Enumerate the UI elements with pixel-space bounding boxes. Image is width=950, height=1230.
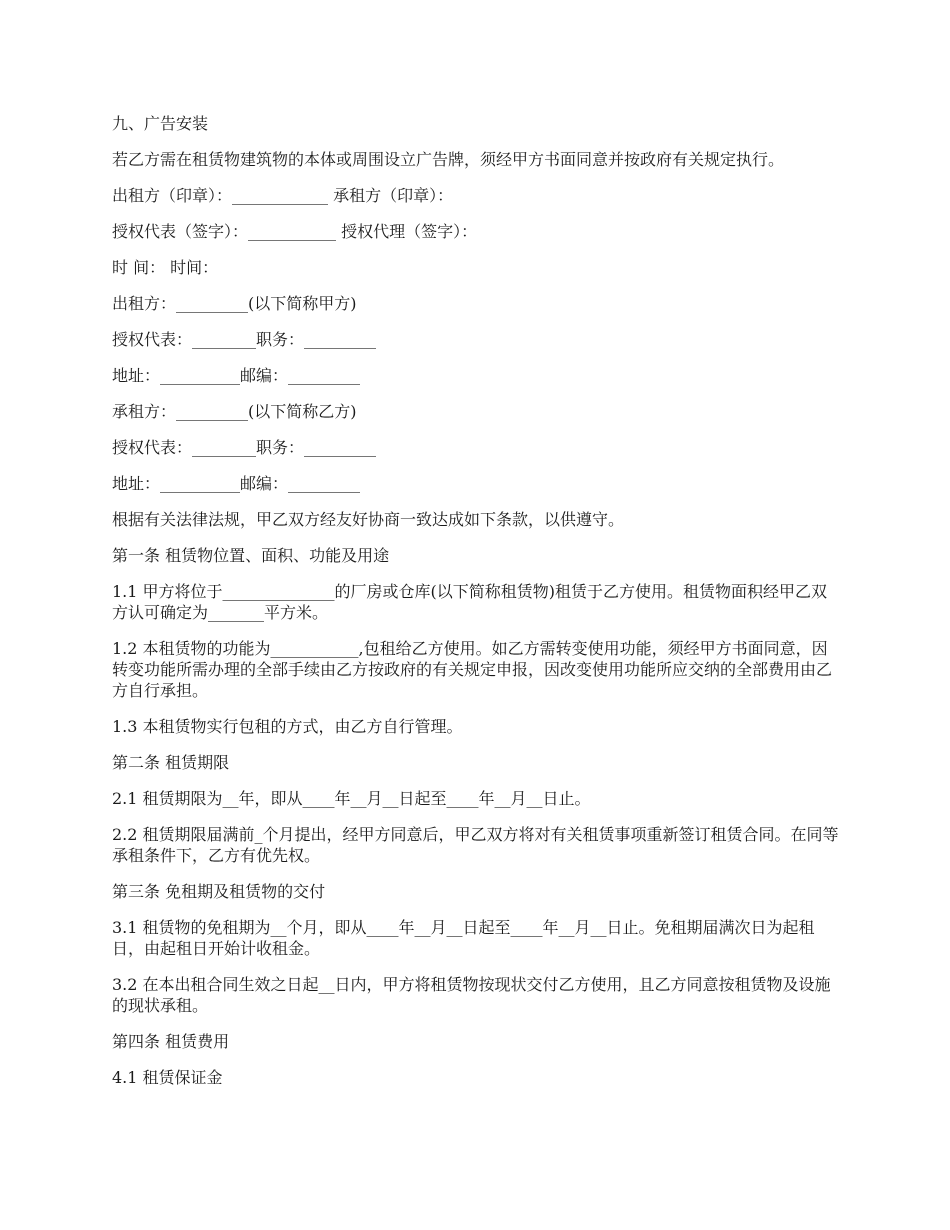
clause-3-2: 3.2 在本出租合同生效之日起__日内，甲方将租赁物按现状交付乙方使用，且乙方同意按租赁物及设施的现状承租。 [112,975,831,1015]
clause-2-1: 2.1 租赁期限为__年，即从____年__月__日起至____年__月__日止。 [112,789,591,808]
document-body [112,113,840,1103]
clause-1-1: 1.1 甲方将位于______________的厂房或仓库(以下简称租赁物)租赁于乙方使用。租赁物面积经甲乙双方认可确定为_______平方米。 [112,582,828,622]
clause-3-1: 3.1 租赁物的免租期为__个月，即从____年__月__日起至____年__月__日止。免租期届满次日为起租日，由起租日开始计收租金。 [112,918,815,958]
section-heading-advertising: 九、广告安装 [112,114,209,133]
article-2-heading: 第二条 租赁期限 [112,753,230,772]
article-3-heading: 第三条 免租期及租赁物的交付 [112,882,326,901]
clause-1-2: 1.2 本租赁物的功能为___________,包租给乙方使用。如乙方需转变使用功能，须经甲方书面同意，因转变功能所需办理的全部手续由乙方按政府的有关规定申报，因改变使用功能所应交纳的全部费用由乙方自行承担。 [112,639,833,700]
lessee-representative-line: 授权代表：________职务：_________ [112,438,377,457]
lessor-seal-line: 出租方（印章）：____________ 承租方（印章）： [112,186,454,205]
lessor-party-line: 出租方：_________(以下简称甲方) [112,294,357,313]
lessor-representative-line: 授权代表：________职务：_________ [112,330,377,349]
signature-line: 授权代表（签字）：___________ 授权代理（签字）： [112,222,478,241]
article-1-heading: 第一条 租赁物位置、面积、功能及用途 [112,546,390,565]
clause-1-3: 1.3 本租赁物实行包租的方式，由乙方自行管理。 [112,717,463,736]
paragraph-advertising-clause: 若乙方需在租赁物建筑物的本体或周围设立广告牌，须经甲方书面同意并按政府有关规定执行。 [112,150,785,169]
clause-2-2: 2.2 租赁期限届满前_个月提出，经甲方同意后，甲乙双方将对有关租赁事项重新签订租赁合同。在同等承租条件下，乙方有优先权。 [112,825,839,865]
clause-4-1: 4.1 租赁保证金 [112,1068,223,1087]
lessor-address-line: 地址：__________邮编：_________ [112,366,361,385]
preamble-paragraph: 根据有关法律法规，甲乙双方经友好协商一致达成如下条款，以供遵守。 [112,510,625,529]
lessee-party-line: 承租方：_________(以下简称乙方) [112,402,357,421]
date-line: 时 间： 时间： [112,258,219,277]
article-4-heading: 第四条 租赁费用 [112,1032,230,1051]
lessee-address-line: 地址：__________邮编：_________ [112,474,361,493]
